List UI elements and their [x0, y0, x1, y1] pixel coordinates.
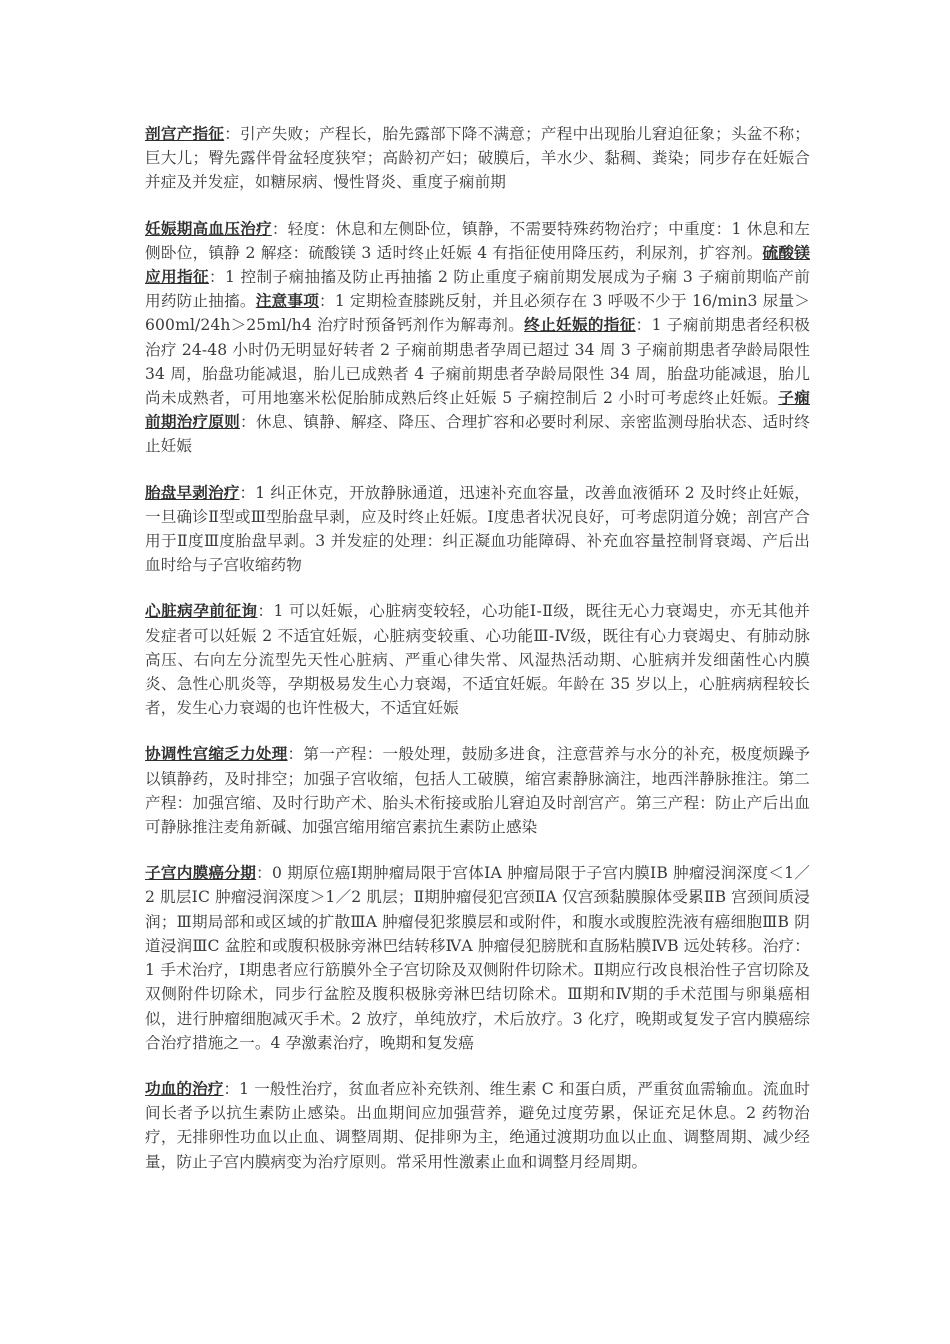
text-endometrial-cancer: ：0 期原位癌Ⅰ期肿瘤局限于宫体ⅠA 肿瘤局限于子宫内膜ⅠB 肿瘤浸润深度＜1／2 肌层ⅠC 肿瘤浸润深度＞1／2 肌层；Ⅱ期肿瘤侵犯宫颈ⅡA 仅宫颈黏膜腺体受累ⅡB 宫颈间质浸润；Ⅲ期局部和或区域的扩散ⅢA 肿瘤侵犯浆膜层和或附件，和腹水或腹腔洗液有癌细胞ⅢB 阴道浸润ⅢC 盆腔和或腹积极脉旁淋巴结转移ⅣA 肿瘤侵犯膀胱和直肠粘膜ⅣB 远处转移。治疗：1 手术治疗，Ⅰ期患者应行筋膜外全子宫切除及双侧附件切除术。Ⅱ期应行改良根治性子宫切除及双侧附件切除术，同步行盆腔及腹积极脉旁淋巴结切除术。Ⅲ期和Ⅳ期的手术范围与卵巢癌相似，进行肿瘤细胞减灭手术。2 放疗，单纯放疗，术后放疗。3 化疗，晚期或复发子宫内膜癌综合治疗措施之一。4 孕激素治疗，晚期和复发癌: [145, 864, 810, 1052]
text-dub-treatment: ：1 一般性治疗，贫血者应补充铁剂、维生素 C 和蛋白质，严重贫血需输血。流血时间长者予以抗生素防止感染。出血期间应加强营养，避免过度劳累，保证充足休息。2 药物治疗，无排卵性功血以止血、调整周期、促排卵为主，绝通过渡期功血以止血、调整周期、减少经量，防止子宫内膜病变为治疗原则。常采用性激素止血和调整月经周期。: [145, 1079, 810, 1171]
text-uterine-inertia: ：第一产程：一般处理，鼓励多进食，注意营养与水分的补充，极度烦躁予以镇静药，及时排空；加强子宫收缩，包括人工破膜，缩宫素静脉滴注，地西泮静脉推注。第二产程：加强宫缩、及时行助产术、胎头术衔接或胎儿窘迫及时剖宫产。第三产程：防止产后出血可静脉推注麦角新碱、加强宫缩用缩宫素抗生素防止感染: [145, 745, 810, 837]
heading-heart-disease-consult: 心脏病孕前征询: [145, 601, 258, 621]
document-page: [145, 122, 810, 1196]
text-heart-disease-consult: ：1 可以妊娠，心脏病变较轻，心功能Ⅰ-Ⅱ级，既往无心力衰竭史，亦无其他并发症者可以妊娠 2 不适宜妊娠，心脏病变较重、心功能Ⅲ-Ⅳ级，既往有心力衰竭史、有肺动脉高压、右向左分流型先天性心脏病、严重心律失常、风湿热活动期、心脏病并发细菌性心内膜炎、急性心肌炎等，孕期极易发生心力衰竭，不适宜妊娠。年龄在 35 岁以上，心脏病病程较长者，发生心力衰竭的也许性极大，不适宜妊娠: [145, 602, 811, 718]
paragraph-cesarean-indications: [145, 122, 810, 195]
heading-uterine-inertia: 协调性宫缩乏力处理: [145, 744, 288, 764]
heading-endometrial-cancer: 子宫内膜癌分期: [145, 863, 257, 883]
heading-precautions: 注意事项: [255, 291, 320, 311]
text-placental-abruption: ：1 纠正休克，开放静脉通道，迅速补充血容量，改善血液循环 2 及时终止妊娠，一旦确诊Ⅱ型或Ⅲ型胎盘早剥，应及时终止妊娠。Ⅰ度患者状况良好，可考虑阴道分娩；剖宫产合用于Ⅱ度Ⅲ度胎盘早剥。3 并发症的处理：纠正凝血功能障碍、补充血容量控制肾衰竭、产后出血时给与子宫收缩药物: [145, 483, 810, 575]
text-cesarean-indications: ：引产失败；产程长，胎先露部下降不满意；产程中出现胎儿窘迫征象；头盆不称；巨大儿；臀先露伴骨盆轻度狭窄；高龄初产妇；破膜后，羊水少、黏稠、粪染；同步存在妊娠合并症及并发症，如糖尿病、慢性肾炎、重度子痫前期: [145, 125, 810, 192]
paragraph-endometrial-cancer: [145, 861, 810, 1055]
heading-dub-treatment: 功血的治疗: [145, 1078, 224, 1098]
paragraph-hypertension-treatment: [145, 217, 810, 459]
heading-termination-indications: 终止妊娠的指征: [524, 315, 636, 335]
text-hypertension-treatment: ：轻度：休息和左侧卧位，镇静，不需要特殊药物治疗；中重度：1 休息和左侧卧位，镇静 2 解痉：硫酸镁 3 适时终止妊娠 4 有指征使用降压药，利尿剂，扩容剂。: [145, 219, 810, 262]
text-precautions: ：1 定期检查膝跳反射，并且必须存在 3 呼吸不少于 16/min3 尿量＞600ml/24h＞25ml/h4 治疗时预备钙剂作为解毒剂。: [145, 292, 811, 335]
heading-magnesium-sulfate-indications: 硫酸镁应用指征: [145, 242, 810, 287]
paragraph-placental-abruption: [145, 481, 810, 578]
heading-cesarean-indications: 剖宫产指征: [145, 124, 225, 143]
paragraph-dub-treatment: [145, 1077, 810, 1174]
text-preeclampsia-principles: ：休息、镇静、解痉、降压、合理扩容和必要时利尿、亲密监测母胎状态、适时终止妊娠: [145, 413, 810, 456]
heading-hypertension-treatment: 妊娠期高血压治疗: [145, 218, 272, 238]
heading-preeclampsia-principles: 子痫前期治疗原则: [145, 388, 810, 432]
heading-placental-abruption: 胎盘早剥治疗: [145, 482, 240, 502]
paragraph-heart-disease-consult: [145, 599, 810, 720]
text-magnesium-sulfate-indications: ：1 控制子痫抽搐及防止再抽搐 2 防止重度子痫前期发展成为子痫 3 子痫前期临产前用药防止抽搐。: [145, 268, 810, 311]
paragraph-uterine-inertia: [145, 742, 810, 839]
text-termination-indications: ：1 子痫前期患者经积极治疗 24-48 小时仍无明显好转者 2 子痫前期患者孕周已超过 34 周 3 子痫前期患者孕龄局限性 34 周，胎盘功能减退，胎儿已成熟者 4 子痫前期患者孕龄局限性 34 周，胎盘功能减退，胎儿尚未成熟者，可用地塞米松促胎肺成熟后终止妊娠 5 子痫控制后 2 小时可考虑终止妊娠。: [145, 316, 811, 408]
